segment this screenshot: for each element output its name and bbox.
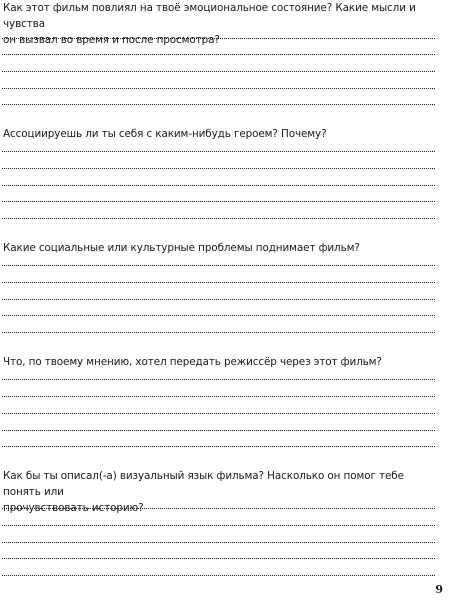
answer-line[interactable] xyxy=(2,299,435,300)
answer-line[interactable] xyxy=(2,151,435,152)
answer-line[interactable] xyxy=(2,104,435,105)
question-1-text xyxy=(3,0,443,48)
question-2-text xyxy=(3,126,443,142)
answer-line[interactable] xyxy=(2,413,435,414)
answer-line[interactable] xyxy=(2,168,435,169)
answer-line[interactable] xyxy=(2,201,435,202)
answer-line[interactable] xyxy=(2,446,435,447)
answer-line[interactable] xyxy=(2,430,435,431)
answer-line[interactable] xyxy=(2,218,435,219)
question-4-line-1: Что, по твоему мнению, хотел передать режиссёр через этот фильм? xyxy=(3,356,382,368)
answer-line[interactable] xyxy=(2,38,435,39)
answer-line[interactable] xyxy=(2,332,435,333)
question-4-text xyxy=(3,354,443,370)
question-3-line-1: Какие социальные или культурные проблемы поднимает фильм? xyxy=(3,242,360,254)
answer-line[interactable] xyxy=(2,71,435,72)
answer-line[interactable] xyxy=(2,54,435,55)
question-5-line-2: прочувствовать историю? xyxy=(3,502,144,514)
question-1-line-2: он вызвал во время и после просмотра? xyxy=(3,34,220,46)
answer-line[interactable] xyxy=(2,525,435,526)
answer-line[interactable] xyxy=(2,185,435,186)
answer-line[interactable] xyxy=(2,396,435,397)
question-1-line-1: Как этот фильм повлиял на твоё эмоциональное состояние? Какие мысли и чувства xyxy=(3,2,416,30)
question-3-text xyxy=(3,240,443,256)
answer-line[interactable] xyxy=(2,542,435,543)
answer-line[interactable] xyxy=(2,379,435,380)
question-5-line-1: Как бы ты описал(-а) визуальный язык фильма? Насколько он помог тебе понять или xyxy=(3,470,404,498)
answer-line[interactable] xyxy=(2,282,435,283)
answer-line[interactable] xyxy=(2,88,435,89)
answer-line[interactable] xyxy=(2,508,435,509)
question-2-line-1: Ассоциируешь ли ты себя с каким-нибудь героем? Почему? xyxy=(3,128,327,140)
answer-line[interactable] xyxy=(2,575,435,576)
answer-line[interactable] xyxy=(2,265,435,266)
page-number: 9 xyxy=(435,583,443,596)
answer-line[interactable] xyxy=(2,315,435,316)
answer-line[interactable] xyxy=(2,558,435,559)
